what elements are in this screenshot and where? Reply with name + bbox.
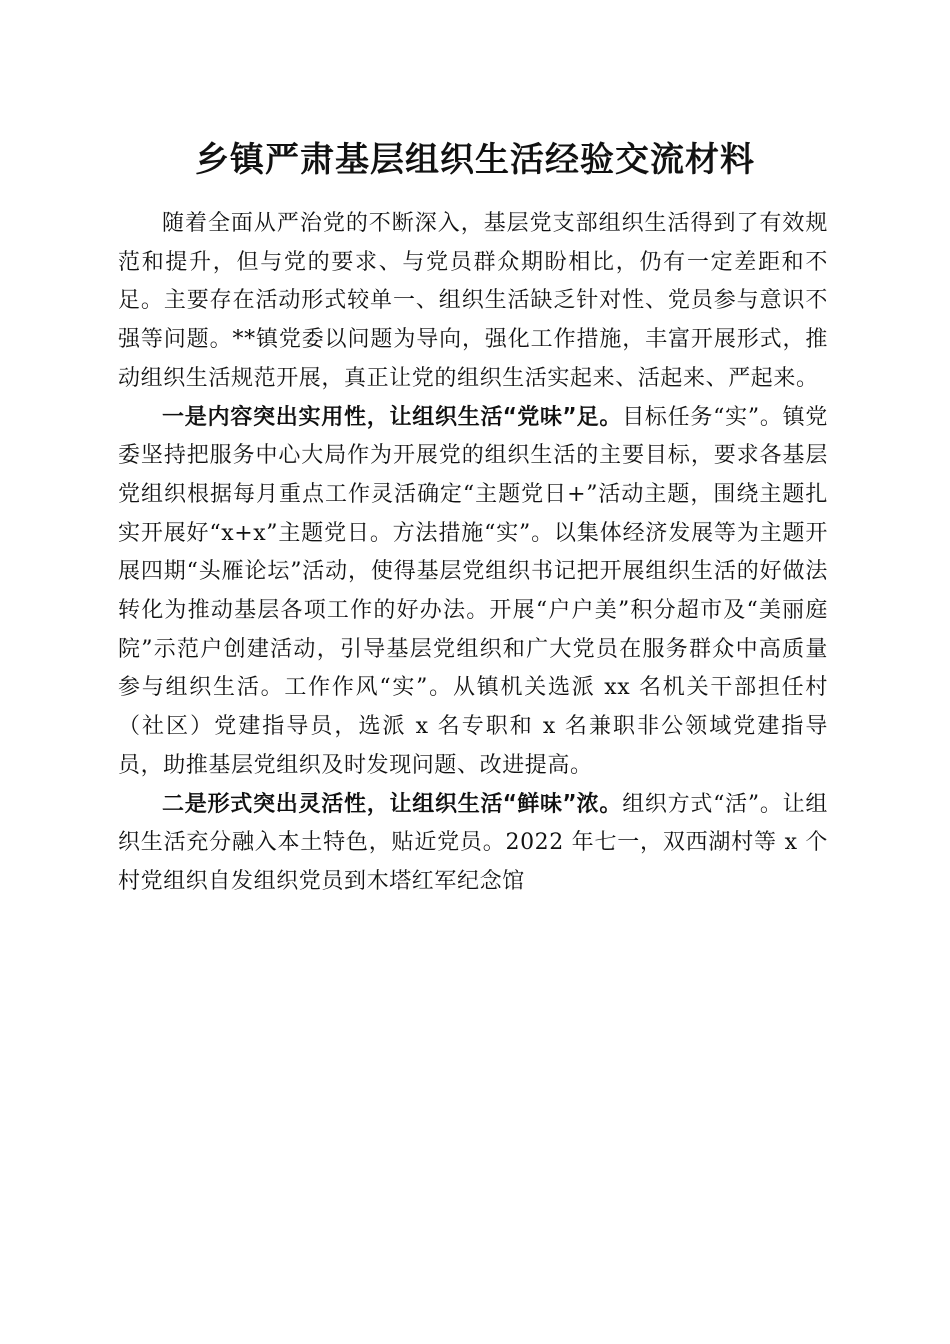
document-title: 乡镇严肃基层组织生活经验交流材料 [195,140,755,180]
document-body [118,205,828,902]
paragraph-intro-text: 随着全面从严治党的不断深入，基层党支部组织生活得到了有效规范和提升，但与党的要求、与党员群众期盼相比，仍有一定差距和不足。主要存在活动形式较单一、组织生活缺乏针对性、党员参与意识不强等问题。**镇党委以问题为导向，强化工作措施，丰富开展形式，推动组织生活规范开展，真正让党的组织生活实起来、活起来、严起来。 [118,211,828,391]
paragraph-intro [118,205,828,399]
paragraph-heading-content-practicality: 一是内容突出实用性，让组织生活“党味”足。 [162,404,623,430]
paragraph-form-flexibility-text: 组织方式“活”。让组织生活充分融入本土特色，贴近党员。2022 年七一，双西湖村等 x 个村党组织自发组织党员到木塔红军纪念馆 [118,791,829,894]
paragraph-content-practicality [118,399,828,786]
paragraph-form-flexibility [118,786,828,902]
paragraph-heading-form-flexibility: 二是形式突出灵活性，让组织生活“鲜味”浓。 [162,791,623,817]
paragraph-content-practicality-text: 目标任务“实”。镇党委坚持把服务中心大局作为开展党的组织生活的主要目标，要求各基层党组织根据每月重点工作灵活确定“主题党日+”活动主题，围绕主题扎实开展好“x+x”主题党日。方法措施“实”。以集体经济发展等为主题开展四期“头雁论坛”活动，使得基层党组织书记把开展组织生活的好做法转化为推动基层各项工作的好办法。开展“户户美”积分超市及“美丽庭院”示范户创建活动，引导基层党组织和广大党员在服务群众中高质量参与组织生活。工作作风“实”。从镇机关选派 xx 名机关干部担任村（社区）党建指导员，选派 x 名专职和 x 名兼职非公领域党建指导员，助推基层党组织及时发现问题、改进提高。 [118,404,829,778]
